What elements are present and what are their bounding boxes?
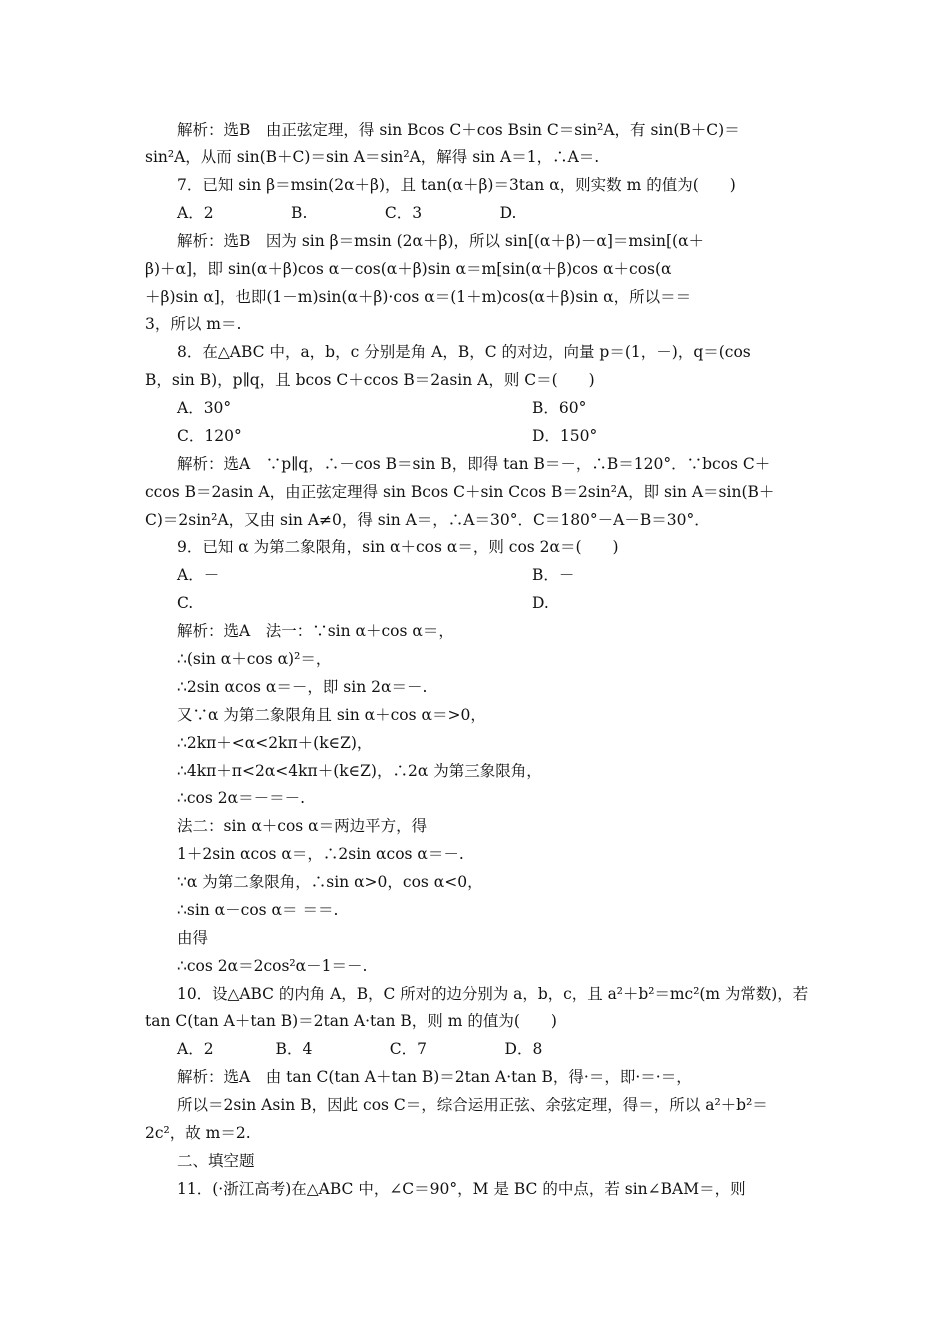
line-text: D．150°: [532, 427, 598, 445]
line-text: 11．(·浙江高考)在△ABC 中，∠C＝90°，M 是 BC 的中点，若 sin∠BAM＝，则: [177, 1180, 746, 1198]
line-text: 解析：选A 法一：∵sin α＋cos α＝，: [177, 622, 454, 640]
line-text: 解析：选A 由 tan C(tan A＋tan B)＝2tan A·tan B，得·＝，即·＝·＝，: [177, 1068, 692, 1086]
line-text: ∵α 为第二象限角，∴sin α>0，cos α<0，: [177, 873, 483, 891]
line-text: A．2 B. C．3 D.: [177, 204, 517, 222]
text-line: [0, 426, 950, 446]
text-line: [0, 1179, 950, 1199]
text-line: [0, 928, 950, 948]
line-text: ∴cos 2α＝2cos²α－1＝－.: [177, 957, 368, 975]
text-line: [0, 203, 950, 223]
line-text: ∴(sin α＋cos α)²＝，: [177, 650, 332, 668]
line-text: 7．已知 sin β＝msin(2α＋β)，且 tan(α＋β)＝3tan α，则实数 m 的值为( ): [177, 176, 736, 194]
line-text: 法二：sin α＋cos α＝两边平方，得: [177, 817, 428, 835]
line-text: β)＋α]，即 sin(α＋β)cos α－cos(α＋β)sin α＝m[sin(α＋β)cos α＋cos(α: [145, 260, 672, 278]
line-text: 所以＝2sin Asin B，因此 cos C＝，综合运用正弦、余弦定理，得＝，所以 a²＋b²＝: [177, 1096, 768, 1114]
line-text: 10．设△ABC 的内角 A，B，C 所对的边分别为 a，b，c，且 a²＋b²＝mc²(m 为常数)，若: [177, 985, 809, 1003]
text-line: [0, 147, 950, 167]
line-text: ∴4kπ＋π<2α<4kπ＋(k∈Z)，∴2α 为第三象限角，: [177, 762, 542, 780]
text-line: [0, 677, 950, 697]
text-line: [0, 120, 950, 140]
line-text: B．60°: [532, 399, 587, 417]
text-line: [0, 1067, 950, 1087]
line-text: sin²A，从而 sin(B＋C)＝sin A＝sin²A，解得 sin A＝1，∴A＝.: [145, 148, 600, 166]
text-line: [0, 565, 950, 585]
line-text: 又∵α 为第二象限角且 sin α＋cos α＝>0，: [177, 706, 486, 724]
line-text: ∴cos 2α＝－＝－.: [177, 789, 306, 807]
text-line: [0, 761, 950, 781]
text-line: [0, 593, 950, 613]
line-text: A．2 B．4 C．7 D．8: [177, 1040, 543, 1058]
text-line: [0, 900, 950, 920]
text-line: [0, 984, 950, 1004]
text-line: [0, 1095, 950, 1115]
line-text: ∴2kπ＋<α<2kπ＋(k∈Z)，: [177, 734, 373, 752]
text-line: [0, 1039, 950, 1059]
line-text: A．30°: [177, 399, 232, 417]
line-text: 2c²，故 m＝2.: [145, 1124, 251, 1142]
text-line: [0, 788, 950, 808]
line-text: C)＝2sin²A，又由 sin A≠0，得 sin A＝，∴A＝30°．C＝180°－A－B＝30°．: [145, 511, 710, 529]
line-text: 9．已知 α 为第二象限角，sin α＋cos α＝，则 cos 2α＝( ): [177, 538, 619, 556]
text-line: [0, 454, 950, 474]
text-line: [0, 816, 950, 836]
text-line: [0, 342, 950, 362]
line-text: B，sin B)，p∥q，且 bcos C＋ccos B＝2asin A，则 C＝( ): [145, 371, 595, 389]
line-text: tan C(tan A＋tan B)＝2tan A·tan B，则 m 的值为( ): [145, 1012, 557, 1030]
line-text: 3，所以 m＝.: [145, 315, 242, 333]
text-line: [0, 705, 950, 725]
text-line: [0, 649, 950, 669]
line-text: 解析：选A ∵p∥q，∴－cos B＝sin B，即得 tan B＝－，∴B＝120°．∵bcos C＋: [177, 455, 771, 473]
text-line: [0, 314, 950, 334]
text-line: [0, 1123, 950, 1143]
text-line: [0, 872, 950, 892]
line-text: A．－: [177, 566, 220, 584]
line-text: ccos B＝2asin A，由正弦定理得 sin Bcos C＋sin Ccos B＝2sin²A，即 sin A＝sin(B＋: [145, 483, 775, 501]
text-line: [0, 1151, 950, 1171]
text-line: [0, 175, 950, 195]
line-text: B．－: [532, 566, 575, 584]
line-text: 二、填空题: [177, 1152, 255, 1170]
text-line: [0, 537, 950, 557]
line-text: D.: [532, 594, 549, 612]
text-line: [0, 1011, 950, 1031]
line-text: 8．在△ABC 中，a，b，c 分别是角 A，B，C 的对边，向量 p＝(1，－)，q＝(cos: [177, 343, 751, 361]
line-text: 1＋2sin αcos α＝，∴2sin αcos α＝－.: [177, 845, 464, 863]
text-line: [0, 844, 950, 864]
text-line: [0, 287, 950, 307]
line-text: ∴sin α－cos α＝ ＝＝.: [177, 901, 339, 919]
line-text: 解析：选B 因为 sin β＝msin (2α＋β)，所以 sin[(α＋β)－α]＝msin[(α＋: [177, 232, 705, 250]
text-line: [0, 370, 950, 390]
text-line: [0, 956, 950, 976]
text-line: [0, 733, 950, 753]
text-line: [0, 510, 950, 530]
line-text: C．120°: [177, 427, 242, 445]
line-text: C.: [177, 594, 194, 612]
line-text: ＋β)sin α]，也即(1－m)sin(α＋β)·cos α＝(1＋m)cos(α＋β)sin α，所以＝＝: [145, 288, 692, 306]
text-line: [0, 398, 950, 418]
text-line: [0, 482, 950, 502]
text-line: [0, 621, 950, 641]
line-text: 由得: [177, 929, 209, 947]
text-line: [0, 231, 950, 251]
line-text: 解析：选B 由正弦定理，得 sin Bcos C＋cos Bsin C＝sin²A，有 sin(B＋C)＝: [177, 121, 740, 139]
line-text: ∴2sin αcos α＝－，即 sin 2α＝－.: [177, 678, 428, 696]
text-line: [0, 259, 950, 279]
